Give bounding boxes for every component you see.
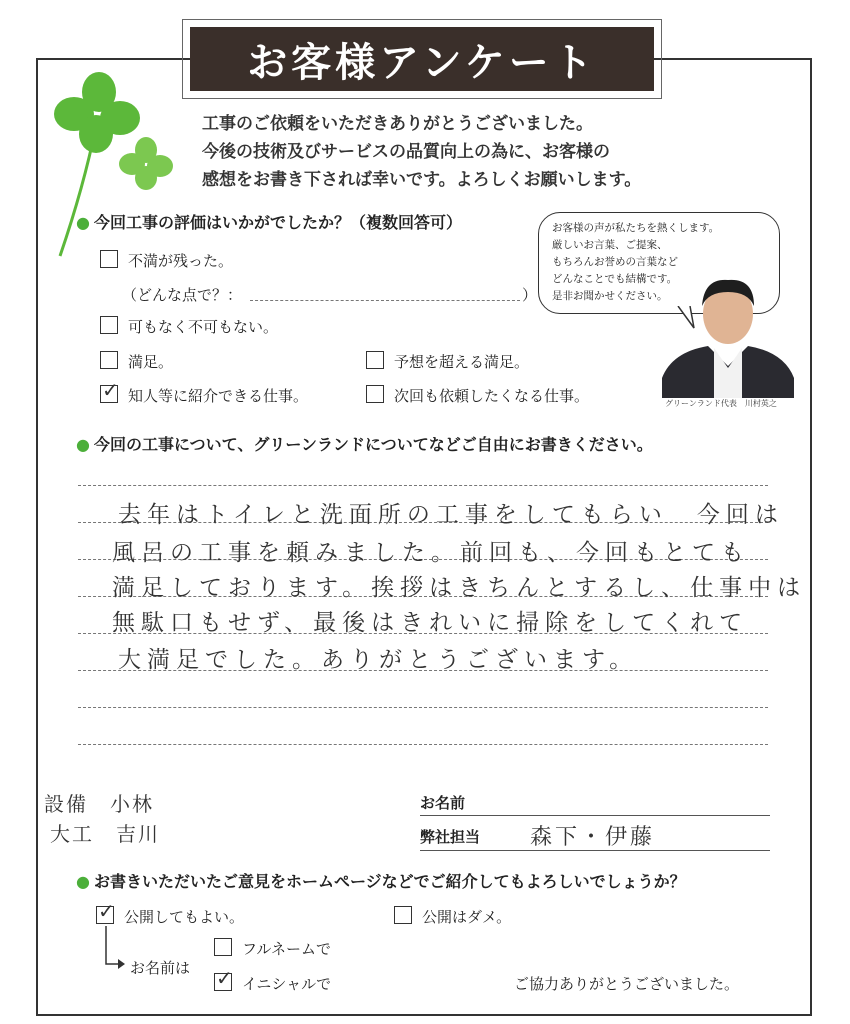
name-field[interactable] (420, 815, 770, 816)
staff-label: 弊社担当 (420, 828, 481, 846)
page-title: お客様アンケート (190, 27, 654, 91)
checkmark-icon: ✓ (102, 378, 119, 402)
checkbox-recommend[interactable] (100, 378, 119, 403)
checkbox-publish-ng[interactable] (394, 906, 412, 924)
q2-heading: ● 今回の工事について、グリーンランドについてなどご自由にお書きください。 (76, 435, 653, 454)
staff-note-equipment: 設備 小林 (44, 792, 154, 816)
checkbox-publish-ok[interactable] (96, 899, 115, 924)
option-initials: イニシャルで (242, 975, 332, 993)
bullet-icon: ● (76, 213, 90, 232)
option-fullname: フルネームで (242, 940, 331, 958)
arrow-icon (100, 926, 128, 972)
checkbox-fullname[interactable] (214, 938, 232, 956)
option-publish-ok: 公開してもよい。 (124, 908, 245, 926)
staff-value: 森下・伊藤 (530, 825, 656, 850)
option-neutral: 可もなく不可もない。 (128, 318, 279, 336)
writing-line (78, 744, 768, 745)
representative-portrait (662, 268, 794, 398)
checkmark-icon: ✓ (216, 966, 233, 990)
detail-input[interactable] (250, 300, 520, 301)
option-satisfied: 満足。 (128, 353, 174, 371)
clover-icon (44, 66, 184, 266)
option-recommend: 知人等に紹介できる仕事。 (128, 387, 309, 405)
staff-field (420, 850, 770, 851)
q1-heading: ● 今回工事の評価はいかがでしたか？（複数回答可） (76, 213, 462, 232)
checkbox-exceeded[interactable] (366, 351, 384, 369)
name-label: お名前 (420, 794, 466, 812)
detail-close: ） (522, 286, 538, 304)
writing-line (78, 485, 768, 486)
checkbox-neutral[interactable] (100, 316, 118, 334)
checkmark-icon: ✓ (98, 899, 115, 923)
intro-text: 工事のご依頼をいただきありがとうございました。 今後の技術及びサービスの品質向上の為に、お客様の 感想をお書き下されば幸いです。よろしくお願いします。 (202, 114, 642, 190)
checkbox-dissatisfied[interactable] (100, 250, 118, 268)
checkbox-satisfied[interactable] (100, 351, 118, 369)
option-again: 次回も依頼したくなる仕事。 (394, 387, 590, 405)
bubble-text: お客様の声が私たちを熱くします。 厳しいお言葉、ご提案、 もちろんお誉めの言葉など どんなことでも結構です。 是非お聞かせください。 (552, 222, 720, 302)
writing-line (78, 707, 768, 708)
q3-heading: ● お書きいただいたご意見をホームページなどでご紹介してもよろしいでしょうか？ (76, 872, 686, 891)
option-dissatisfied: 不満が残った。 (128, 252, 234, 270)
bullet-icon: ● (76, 435, 90, 454)
checkbox-initials[interactable] (214, 966, 233, 991)
option-exceeded: 予想を超える満足。 (394, 353, 530, 371)
thanks-text: ご協力ありがとうございました。 (514, 975, 740, 993)
checkbox-again[interactable] (366, 385, 384, 403)
detail-prompt: （どんな点で？： (122, 286, 243, 304)
option-publish-ng: 公開はダメ。 (422, 908, 512, 926)
staff-note-carpenter: 大工 吉川 (50, 822, 160, 846)
bullet-icon: ● (76, 872, 90, 891)
name-display-label: お名前は (130, 959, 191, 977)
portrait-caption: グリーンランド代表 川村英之 (665, 399, 777, 408)
